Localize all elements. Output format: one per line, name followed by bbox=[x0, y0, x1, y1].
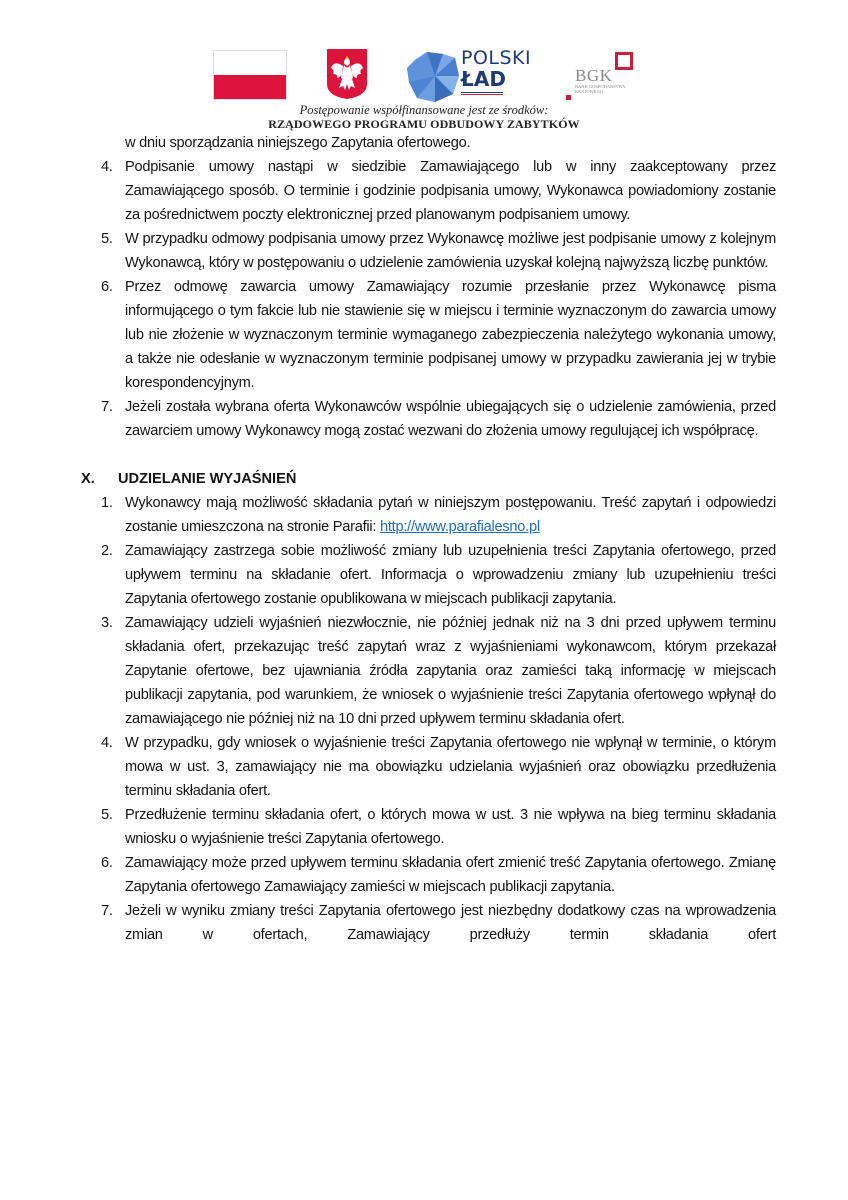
item-text: W przypadku, gdy wniosek o wyjaśnienie treści Zapytania ofertowego nie wpłynął w terminie, o którym mowa w ust. 3, zamawiający nie ma obowiązku udzielania wyjaśnień oraz obowiązku przedłużenia terminu składania ofert. bbox=[125, 735, 776, 799]
item-number: 2. bbox=[101, 543, 113, 559]
polski-lad-line2: ŁAD bbox=[461, 67, 506, 91]
list-item bbox=[88, 275, 776, 395]
item-text: Zamawiający zastrzega sobie możliwość zmiany lub uzupełnienia treści Zapytania ofertowego, przed upływem terminu na składanie ofert. Informacja o wprowadzeniu zmiany lub uzupełnieniu treści Zapytania ofertowego zostanie opublikowana w miejscach publikacji zapytania. bbox=[125, 543, 776, 607]
item-text: Wykonawcy mają możliwość składania pytań w niniejszym postępowaniu. Treść zapytań i odpowiedzi zostanie umieszczona na stronie Parafii: bbox=[125, 495, 776, 535]
bgk-square-icon bbox=[615, 52, 633, 70]
item-number: 6. bbox=[101, 855, 113, 871]
item-number: 4. bbox=[101, 735, 113, 751]
bgk-dot-icon bbox=[566, 95, 571, 100]
item-text: Jeżeli została wybrana oferta Wykonawców wspólnie ubiegających się o udzielenie zamówienia, przed zawarciem umowy Wykonawcy mogą zostać wezwani do złożenia umowy regulującej ich współpracę. bbox=[125, 399, 776, 439]
continuation-text: w dniu sporządzania niniejszego Zapytania ofertowego. bbox=[125, 135, 471, 151]
list-item bbox=[88, 491, 776, 539]
item-text: W przypadku odmowy podpisania umowy przez Wykonawcę możliwe jest podpisanie umowy z kolejnym Wykonawcą, który w postępowaniu o udzielenie zamówienia uzyskał kolejną najwyższą liczbę punktów. bbox=[125, 231, 776, 271]
section-heading bbox=[81, 467, 776, 491]
bgk-logo bbox=[565, 52, 645, 107]
list-item bbox=[88, 395, 776, 443]
parish-website-link[interactable]: http://www.parafialesno.pl bbox=[380, 519, 540, 535]
funding-program: RZĄDOWEGO PROGRAMU ODBUDOWY ZABYTKÓW bbox=[268, 117, 580, 131]
item-text: Zamawiający udzieli wyjaśnień niezwłocznie, nie później jednak niż na 3 dni przed upływem terminu składania ofert, przekazując treść zapytań wraz z wyjaśnieniami wykonawcom, którym przekazał Zapytanie ofertowe, bez ujawniania źródła zapytania oraz zamieści taką informację w miejscach publikacji zapytania, pod warunkiem, że wniosek o wyjaśnienie treści Zapytania ofertowego wpłynął do zamawiającego nie później niż na 10 dni przed upływem terminu składania ofert. bbox=[125, 615, 776, 727]
list-item bbox=[88, 611, 776, 731]
item-number: 7. bbox=[101, 903, 113, 919]
item-number: 1. bbox=[101, 495, 113, 511]
bgk-subtitle bbox=[575, 84, 645, 95]
funding-note: Postępowanie współfinansowane jest ze środków: bbox=[299, 103, 549, 117]
document-body bbox=[81, 131, 776, 947]
bgk-title: BGK bbox=[575, 66, 613, 85]
list-item bbox=[88, 851, 776, 899]
polski-lad-stripe bbox=[461, 92, 503, 97]
item-number: 6. bbox=[101, 279, 113, 295]
item-number: 3. bbox=[101, 615, 113, 631]
item-text: Przez odmowę zawarcia umowy Zamawiający rozumie przesłanie przez Wykonawcę pisma informującego o tym fakcie lub nie stawienie się w miejscu i terminie wyznaczonym do zawarcia umowy lub nie złożenie w wyznaczonym terminie wymaganego zabezpieczenia należytego wykonania umowy, a także nie odesłanie w wyznaczonym terminie podpisanej umowy w przypadku zawierania jej w trybie korespondencyjnym. bbox=[125, 279, 776, 391]
list-item bbox=[88, 899, 776, 947]
item-number: 7. bbox=[101, 399, 113, 415]
polish-flag-icon bbox=[213, 50, 287, 100]
section-title: UDZIELANIE WYJAŚNIEŃ bbox=[118, 471, 297, 487]
list-item bbox=[88, 155, 776, 227]
bgk-subtitle-line1: BANK GOSPODARSTWA bbox=[575, 84, 626, 89]
item-number: 5. bbox=[101, 231, 113, 247]
bgk-subtitle-line2: KRAJOWEGO bbox=[575, 89, 603, 95]
item-text: Jeżeli w wyniku zmiany treści Zapytania ofertowego jest niezbędny dodatkowy czas na wprowadzenia zmian w ofertach, Zamawiający przedłuży termin składania ofert bbox=[125, 903, 776, 943]
list-item bbox=[88, 803, 776, 851]
list-item bbox=[88, 539, 776, 611]
section-number: X. bbox=[81, 471, 95, 487]
item-text: Podpisanie umowy nastąpi w siedzibie Zamawiającego lub w inny zaakceptowany przez Zamawiającego sposób. O terminie i godzinie podpisania umowy, Wykonawca powiadomiony zostanie za pośrednictwem poczty elektronicznej przed planowanym podpisaniem umowy. bbox=[125, 159, 776, 223]
polski-lad-logo bbox=[461, 49, 531, 89]
item-text: Przedłużenie terminu składania ofert, o których mowa w ust. 3 nie wpływa na bieg terminu składania wniosku o wyjaśnienie treści Zapytania ofertowego. bbox=[125, 807, 776, 847]
list-item bbox=[88, 227, 776, 275]
item-text: Zamawiający może przed upływem terminu składania ofert zmienić treść Zapytania ofertowego. Zmianę Zapytania ofertowego Zamawiający zamieści w miejscach publikacji zapytania. bbox=[125, 855, 776, 895]
list-item bbox=[88, 731, 776, 803]
polish-emblem-icon bbox=[326, 48, 368, 100]
polski-lad-map-icon bbox=[405, 48, 461, 104]
page-header bbox=[0, 0, 848, 132]
item-number: 5. bbox=[101, 807, 113, 823]
polski-lad-line1: POLSKI bbox=[461, 47, 532, 69]
item-number: 4. bbox=[101, 159, 113, 175]
